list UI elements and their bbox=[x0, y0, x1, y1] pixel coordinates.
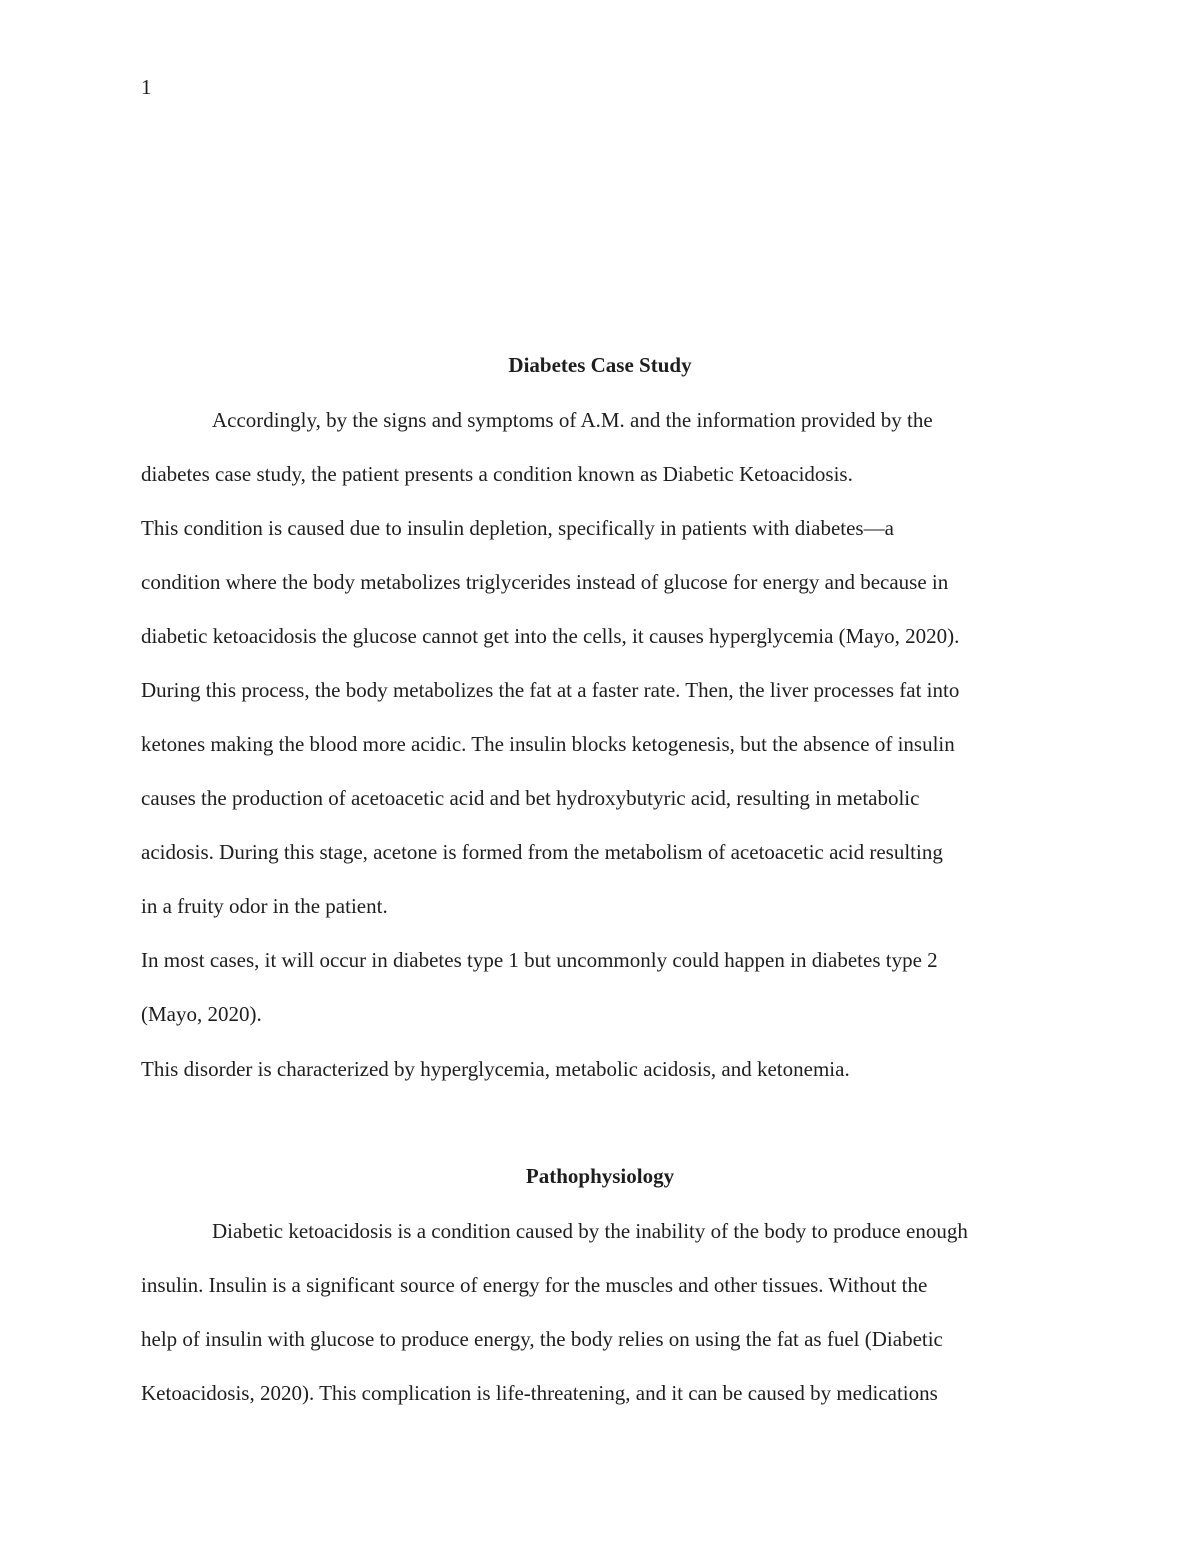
paragraph-line: During this process, the body metabolizes the fat at a faster rate. Then, the liver processes fat into bbox=[141, 678, 960, 702]
paragraph-line: acidosis. During this stage, acetone is formed from the metabolism of acetoacetic acid resulting bbox=[141, 840, 943, 864]
paragraph-line: insulin. Insulin is a significant source of energy for the muscles and other tissues. Without the bbox=[141, 1273, 928, 1297]
paragraph-line: This disorder is characterized by hyperglycemia, metabolic acidosis, and ketonemia. bbox=[141, 1057, 850, 1081]
paragraph-line: Diabetic ketoacidosis is a condition caused by the inability of the body to produce enough bbox=[212, 1219, 968, 1243]
paragraph-line: Accordingly, by the signs and symptoms of A.M. and the information provided by the bbox=[212, 408, 933, 432]
paragraph-line: in a fruity odor in the patient. bbox=[141, 894, 388, 918]
paragraph-line: This condition is caused due to insulin depletion, specifically in patients with diabetes—a bbox=[141, 516, 894, 540]
section-heading-pathophysiology: Pathophysiology bbox=[525, 1164, 675, 1188]
paragraph-line: In most cases, it will occur in diabetes type 1 but uncommonly could happen in diabetes type 2 bbox=[141, 948, 938, 972]
document-title: Diabetes Case Study bbox=[508, 353, 692, 377]
paragraph-line: causes the production of acetoacetic acid and bet hydroxybutyric acid, resulting in metabolic bbox=[141, 786, 920, 810]
paragraph-line: ketones making the blood more acidic. The insulin blocks ketogenesis, but the absence of insulin bbox=[141, 732, 955, 756]
paragraph-line: diabetes case study, the patient presents a condition known as Diabetic Ketoacidosis. bbox=[141, 462, 853, 486]
paragraph-line: diabetic ketoacidosis the glucose cannot get into the cells, it causes hyperglycemia (Mayo, 2020). bbox=[141, 624, 960, 648]
paragraph-line: condition where the body metabolizes triglycerides instead of glucose for energy and because in bbox=[141, 570, 949, 594]
paragraph-line: Ketoacidosis, 2020). This complication is life-threatening, and it can be caused by medications bbox=[141, 1381, 938, 1405]
paragraph-line: help of insulin with glucose to produce energy, the body relies on using the fat as fuel (Diabetic bbox=[141, 1327, 943, 1351]
paragraph-line: (Mayo, 2020). bbox=[141, 1002, 262, 1026]
page-number: 1 bbox=[141, 75, 152, 99]
